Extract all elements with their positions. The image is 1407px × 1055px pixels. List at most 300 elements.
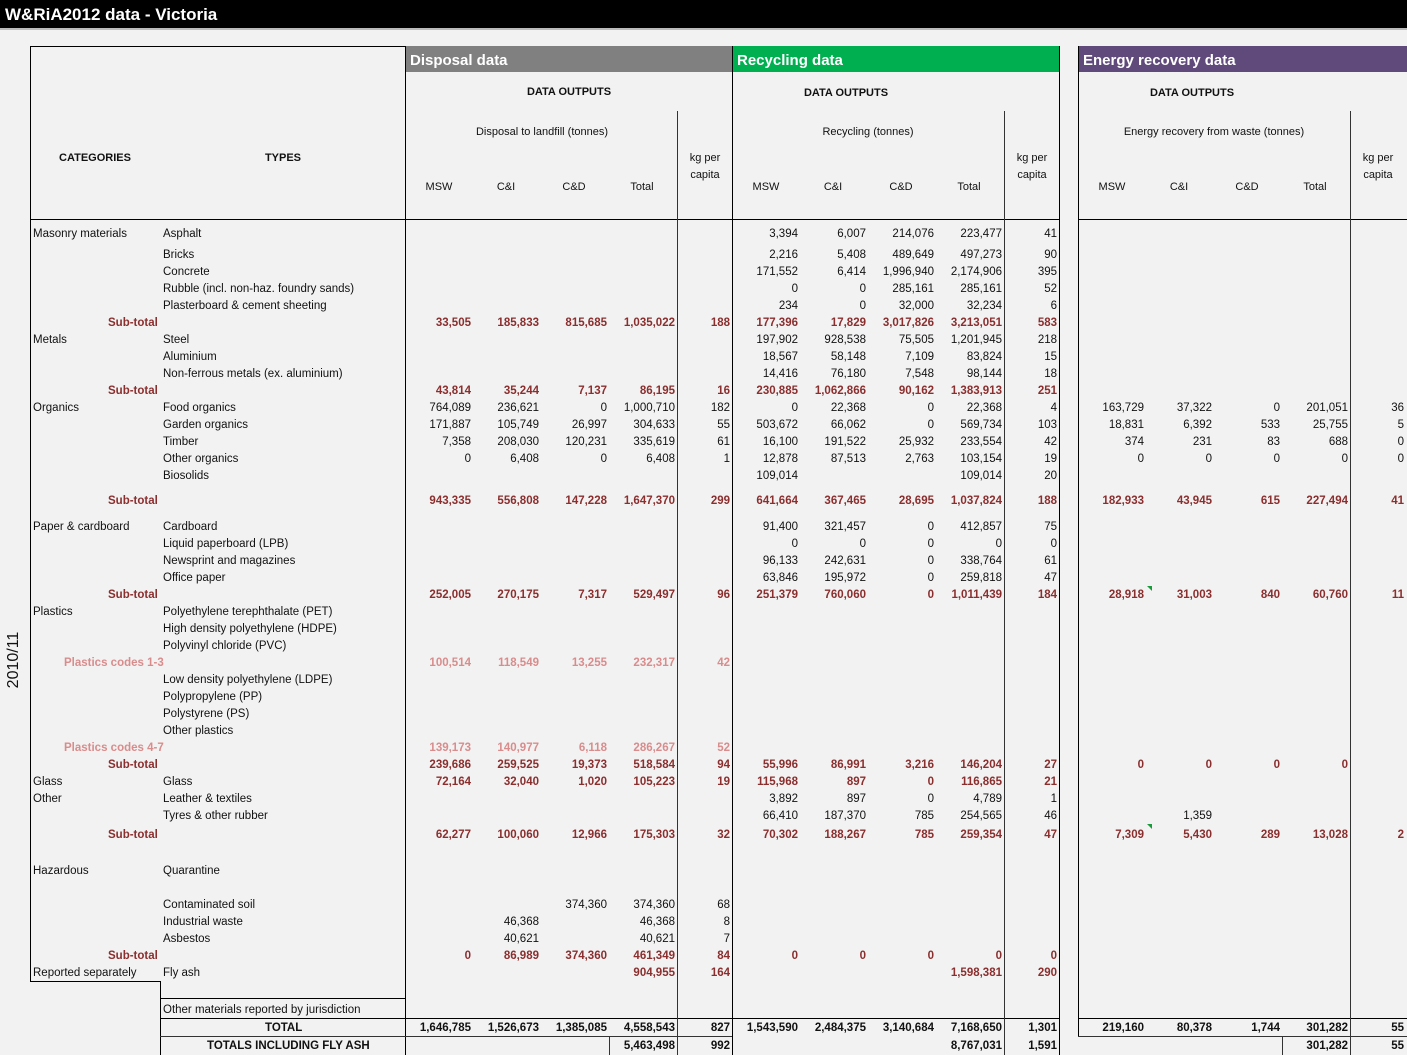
table-cell: 163,729 xyxy=(1102,402,1144,414)
table-cell: 32,040 xyxy=(503,776,539,788)
table-cell: 335,619 xyxy=(633,436,675,448)
table-cell: 63,846 xyxy=(762,572,798,584)
table-cell: 8,767,031 xyxy=(950,1040,1002,1052)
table-cell: 1,000,710 xyxy=(623,402,675,414)
table-cell: 171,887 xyxy=(429,419,471,431)
table-cell: 13,028 xyxy=(1312,829,1348,841)
table-cell: 6 xyxy=(1050,300,1057,312)
table-cell: 0 xyxy=(1273,453,1280,465)
table-cell: 233,554 xyxy=(960,436,1002,448)
table-cell: 6,392 xyxy=(1183,419,1212,431)
grid-hline xyxy=(609,1036,732,1037)
recycling-subheader: Recycling (tonnes) xyxy=(822,126,914,138)
table-cell: 290 xyxy=(1037,967,1057,979)
type-label: Asbestos xyxy=(163,933,211,945)
table-cell: 6,118 xyxy=(578,742,607,754)
table-cell: 7,548 xyxy=(905,368,934,380)
table-cell: 234 xyxy=(778,300,798,312)
table-cell: 7,317 xyxy=(578,589,607,601)
table-cell: 25,755 xyxy=(1312,419,1348,431)
table-cell: 83,824 xyxy=(966,351,1002,363)
type-label: Rubble (incl. non-haz. foundry sands) xyxy=(163,283,355,295)
table-cell: 0 xyxy=(464,950,471,962)
row-label: Sub-total xyxy=(108,385,158,397)
table-cell: 904,955 xyxy=(633,967,675,979)
table-cell: 259,525 xyxy=(497,759,539,771)
table-cell: 62,277 xyxy=(435,829,471,841)
table-cell: 17,829 xyxy=(830,317,866,329)
table-cell: 251 xyxy=(1037,385,1057,397)
table-cell: 191,522 xyxy=(824,436,866,448)
table-cell: 90 xyxy=(1044,249,1057,261)
table-cell: 208,030 xyxy=(497,436,539,448)
table-cell: 3,892 xyxy=(769,793,798,805)
table-cell: 115,968 xyxy=(757,776,798,788)
type-label: Biosolids xyxy=(163,470,210,482)
table-cell: 0 xyxy=(1341,453,1348,465)
energy-col-header: MSW xyxy=(1098,181,1126,193)
type-label: Fly ash xyxy=(163,967,201,979)
table-cell: 1,062,866 xyxy=(814,385,866,397)
type-label: Quarantine xyxy=(163,865,220,877)
table-cell: 338,764 xyxy=(960,555,1002,567)
table-cell: 367,465 xyxy=(824,495,866,507)
table-cell: 0 xyxy=(995,950,1002,962)
table-cell: 76,180 xyxy=(830,368,866,380)
type-label: Bricks xyxy=(163,249,195,261)
disposal-col-header: MSW xyxy=(425,181,453,193)
table-cell: 100,514 xyxy=(429,657,471,669)
table-cell: 43,814 xyxy=(435,385,471,397)
energy-subheader: Energy recovery from waste (tonnes) xyxy=(1123,126,1305,138)
table-cell: 201,051 xyxy=(1306,402,1348,414)
type-label: Polyvinyl chloride (PVC) xyxy=(163,640,287,652)
table-cell: 1,301 xyxy=(1028,1022,1057,1034)
table-cell: 19 xyxy=(1044,453,1057,465)
table-cell: 40,621 xyxy=(503,933,539,945)
type-label: Other plastics xyxy=(163,725,234,737)
type-label: Non-ferrous metals (ex. aluminium) xyxy=(163,368,343,380)
table-cell: 0 xyxy=(859,300,866,312)
table-cell: 43,945 xyxy=(1176,495,1212,507)
table-cell: 98,144 xyxy=(966,368,1002,380)
table-cell: 230,885 xyxy=(756,385,798,397)
category-label: Organics xyxy=(33,402,80,414)
table-cell: 0 xyxy=(791,538,798,550)
grid-vline xyxy=(732,46,733,1055)
table-cell: 299 xyxy=(710,495,730,507)
table-cell: 7,168,650 xyxy=(950,1022,1002,1034)
row-label: Sub-total xyxy=(108,829,158,841)
table-cell: 47 xyxy=(1044,829,1057,841)
grid-vline xyxy=(609,1036,610,1055)
table-cell: 16,100 xyxy=(762,436,798,448)
table-cell: 188 xyxy=(710,317,730,329)
table-cell: 72,164 xyxy=(435,776,471,788)
table-cell: 6,408 xyxy=(510,453,539,465)
table-cell: 1,598,381 xyxy=(950,967,1002,979)
table-cell: 897 xyxy=(846,776,866,788)
table-cell: 47 xyxy=(1044,572,1057,584)
table-cell: 412,857 xyxy=(960,521,1002,533)
disposal-col-header: Total xyxy=(630,181,654,193)
grid-vline xyxy=(1078,46,1079,1037)
table-cell: 195,972 xyxy=(824,572,866,584)
table-cell: 0 xyxy=(927,419,934,431)
type-label: Cardboard xyxy=(163,521,218,533)
table-cell: 22,368 xyxy=(830,402,866,414)
categories-header: CATEGORIES xyxy=(59,152,131,164)
table-cell: 2,484,375 xyxy=(814,1022,866,1034)
table-cell: 118,549 xyxy=(498,657,539,669)
disposal-data-outputs: DATA OUTPUTS xyxy=(526,86,612,98)
table-cell: 20 xyxy=(1044,470,1057,482)
table-cell: 395 xyxy=(1037,266,1057,278)
table-cell: 301,282 xyxy=(1306,1040,1348,1052)
category-label: Masonry materials xyxy=(33,228,127,240)
table-cell: 28,695 xyxy=(898,495,934,507)
table-cell: 764,089 xyxy=(429,402,471,414)
energy-kg-header: kg per xyxy=(1362,152,1394,164)
grid-hline xyxy=(1078,1018,1407,1019)
table-cell: 42 xyxy=(717,657,730,669)
type-label: Food organics xyxy=(163,402,236,414)
recycling-col-header: MSW xyxy=(752,181,780,193)
table-cell: 5,430 xyxy=(1183,829,1212,841)
table-cell: 1,035,022 xyxy=(623,317,675,329)
category-label: Paper & cardboard xyxy=(33,521,130,533)
table-cell: 188,267 xyxy=(824,829,866,841)
table-cell: 301,282 xyxy=(1306,1022,1348,1034)
type-label: Contaminated soil xyxy=(163,899,256,911)
table-cell: 7,137 xyxy=(578,385,607,397)
table-cell: 827 xyxy=(710,1022,730,1034)
disposal-kg-header: capita xyxy=(690,169,720,181)
table-cell: 6,414 xyxy=(837,266,866,278)
table-cell: 147,228 xyxy=(565,495,607,507)
table-cell: 218 xyxy=(1037,334,1057,346)
table-cell: 1,647,370 xyxy=(623,495,675,507)
table-cell: 32,234 xyxy=(966,300,1002,312)
table-cell: 0 xyxy=(995,538,1002,550)
table-cell: 46,368 xyxy=(503,916,539,928)
table-cell: 1,591 xyxy=(1028,1040,1057,1052)
table-cell: 55,996 xyxy=(762,759,798,771)
category-label: Metals xyxy=(33,334,67,346)
table-cell: 61 xyxy=(717,436,730,448)
table-cell: 615 xyxy=(1260,495,1280,507)
table-cell: 52 xyxy=(717,742,730,754)
table-cell: 21 xyxy=(1044,776,1057,788)
grid-vline xyxy=(1059,46,1060,1055)
grid-hline xyxy=(1078,1036,1407,1037)
table-cell: 2,763 xyxy=(905,453,934,465)
table-cell: 55 xyxy=(1391,1040,1404,1052)
table-cell: 285,161 xyxy=(960,283,1002,295)
table-cell: 223,477 xyxy=(960,228,1002,240)
table-cell: 0 xyxy=(927,555,934,567)
table-cell: 2,174,906 xyxy=(950,266,1002,278)
category-label: Other xyxy=(33,793,62,805)
row-label: Sub-total xyxy=(108,759,158,771)
table-cell: 68 xyxy=(717,899,730,911)
row-label: Plastics codes 4-7 xyxy=(64,742,164,754)
table-cell: 214,076 xyxy=(892,228,934,240)
table-cell: 8 xyxy=(723,916,730,928)
table-cell: 928,538 xyxy=(824,334,866,346)
grid-vline xyxy=(1004,111,1005,1055)
table-cell: 4,789 xyxy=(973,793,1002,805)
table-cell: 4,558,543 xyxy=(623,1022,675,1034)
table-cell: 11 xyxy=(1391,589,1404,601)
table-cell: 1,201,945 xyxy=(950,334,1002,346)
table-cell: 55 xyxy=(1391,1022,1404,1034)
table-cell: 18,831 xyxy=(1108,419,1144,431)
table-cell: 171,552 xyxy=(756,266,798,278)
grid-vline xyxy=(677,111,678,1055)
table-cell: 6,408 xyxy=(646,453,675,465)
table-cell: 3,213,051 xyxy=(950,317,1002,329)
row-label: TOTALS INCLUDING FLY ASH xyxy=(207,1040,370,1052)
energy-data-outputs: DATA OUTPUTS xyxy=(1149,87,1235,99)
table-cell: 242,631 xyxy=(824,555,866,567)
table-cell: 1 xyxy=(1050,793,1057,805)
grid-hline xyxy=(160,998,406,999)
table-cell: 109,014 xyxy=(756,470,798,482)
type-label: Polyethylene terephthalate (PET) xyxy=(163,606,333,618)
recycling-kg-header: kg per xyxy=(1016,152,1048,164)
table-cell: 35,244 xyxy=(503,385,539,397)
table-cell: 7,358 xyxy=(442,436,471,448)
table-cell: 182,933 xyxy=(1102,495,1144,507)
table-cell: 304,633 xyxy=(633,419,675,431)
table-cell: 84 xyxy=(717,950,730,962)
table-cell: 18,567 xyxy=(762,351,798,363)
type-label: Plasterboard & cement sheeting xyxy=(163,300,327,312)
table-cell: 374 xyxy=(1124,436,1144,448)
table-cell: 374,360 xyxy=(565,899,607,911)
table-cell: 66,062 xyxy=(830,419,866,431)
table-cell: 1,744 xyxy=(1251,1022,1280,1034)
table-cell: 1,526,673 xyxy=(487,1022,539,1034)
table-cell: 0 xyxy=(1273,759,1280,771)
table-cell: 27 xyxy=(1044,759,1057,771)
energy-kg-header: capita xyxy=(1363,169,1393,181)
type-label: Steel xyxy=(163,334,190,346)
table-cell: 840 xyxy=(1260,589,1280,601)
table-cell: 103 xyxy=(1037,419,1057,431)
table-cell: 86,989 xyxy=(503,950,539,962)
type-label: Other organics xyxy=(163,453,239,465)
table-cell: 556,808 xyxy=(497,495,539,507)
table-cell: 2 xyxy=(1397,829,1404,841)
table-cell: 251,379 xyxy=(756,589,798,601)
table-cell: 992 xyxy=(710,1040,730,1052)
recycling-col-header: C&D xyxy=(889,181,913,193)
table-cell: 259,354 xyxy=(960,829,1002,841)
table-cell: 252,005 xyxy=(429,589,471,601)
type-label: Office paper xyxy=(163,572,226,584)
table-cell: 86,195 xyxy=(639,385,675,397)
table-cell: 40,621 xyxy=(639,933,675,945)
table-cell: 66,410 xyxy=(762,810,798,822)
table-cell: 760,060 xyxy=(824,589,866,601)
table-cell: 0 xyxy=(464,453,471,465)
disposal-col-header: C&I xyxy=(496,181,516,193)
grid-vline xyxy=(1282,1036,1283,1055)
table-cell: 164 xyxy=(710,967,730,979)
grid-hline xyxy=(30,46,406,47)
table-cell: 518,584 xyxy=(633,759,675,771)
type-label: Concrete xyxy=(163,266,210,278)
recycling-col-header: C&I xyxy=(823,181,843,193)
table-cell: 26,997 xyxy=(571,419,607,431)
table-cell: 197,902 xyxy=(756,334,798,346)
table-cell: 0 xyxy=(1205,453,1212,465)
table-cell: 182 xyxy=(710,402,730,414)
table-cell: 5,408 xyxy=(837,249,866,261)
category-label: Plastics xyxy=(33,606,73,618)
table-cell: 785 xyxy=(914,810,934,822)
table-cell: 146,204 xyxy=(960,759,1002,771)
table-cell: 75 xyxy=(1044,521,1057,533)
table-cell: 70,302 xyxy=(762,829,798,841)
table-cell: 1,011,439 xyxy=(951,589,1002,601)
table-cell: 100,060 xyxy=(497,829,539,841)
table-cell: 219,160 xyxy=(1102,1022,1144,1034)
table-cell: 94 xyxy=(717,759,730,771)
row-label: Sub-total xyxy=(108,317,158,329)
table-cell: 42 xyxy=(1044,436,1057,448)
table-cell: 188 xyxy=(1037,495,1057,507)
table-cell: 0 xyxy=(859,950,866,962)
table-cell: 91,400 xyxy=(762,521,798,533)
table-cell: 15 xyxy=(1044,351,1057,363)
comment-marker xyxy=(1147,586,1152,591)
table-cell: 61 xyxy=(1044,555,1057,567)
table-cell: 0 xyxy=(927,402,934,414)
table-cell: 3,140,684 xyxy=(882,1022,934,1034)
table-cell: 75,505 xyxy=(898,334,934,346)
table-cell: 60,760 xyxy=(1312,589,1348,601)
table-cell: 270,175 xyxy=(497,589,539,601)
table-cell: 12,966 xyxy=(571,829,607,841)
table-cell: 569,734 xyxy=(960,419,1002,431)
table-cell: 28,918 xyxy=(1108,589,1144,601)
table-cell: 32,000 xyxy=(898,300,934,312)
table-cell: 286,267 xyxy=(633,742,675,754)
table-cell: 105,223 xyxy=(633,776,675,788)
table-cell: 0 xyxy=(927,572,934,584)
table-cell: 7,109 xyxy=(905,351,934,363)
table-cell: 33,505 xyxy=(435,317,471,329)
table-cell: 374,360 xyxy=(633,899,675,911)
table-cell: 529,497 xyxy=(633,589,675,601)
type-label: High density polyethylene (HDPE) xyxy=(163,623,337,635)
table-cell: 58,148 xyxy=(830,351,866,363)
table-cell: 116,865 xyxy=(961,776,1002,788)
table-cell: 533 xyxy=(1260,419,1280,431)
table-cell: 3,017,826 xyxy=(882,317,934,329)
table-cell: 5 xyxy=(1397,419,1404,431)
table-cell: 489,649 xyxy=(892,249,934,261)
table-cell: 236,621 xyxy=(497,402,539,414)
table-cell: 139,173 xyxy=(429,742,471,754)
grid-vline xyxy=(405,46,406,1000)
table-cell: 0 xyxy=(927,589,934,601)
table-cell: 583 xyxy=(1037,317,1057,329)
table-cell: 0 xyxy=(927,521,934,533)
table-cell: 109,014 xyxy=(960,470,1002,482)
table-cell: 0 xyxy=(1397,453,1404,465)
type-label: Asphalt xyxy=(163,228,202,240)
type-label: Leather & textiles xyxy=(163,793,252,805)
type-label: Aluminium xyxy=(163,351,217,363)
table-cell: 25,932 xyxy=(898,436,934,448)
table-cell: 185,833 xyxy=(497,317,539,329)
year-label: 2010/11 xyxy=(5,631,22,689)
grid-hline xyxy=(30,981,160,982)
window-title: W&RiA2012 data - Victoria xyxy=(0,0,1407,30)
table-cell: 1,359 xyxy=(1183,810,1212,822)
recycling-col-header: Total xyxy=(957,181,981,193)
table-cell: 0 xyxy=(1050,538,1057,550)
table-cell: 83 xyxy=(1267,436,1280,448)
table-cell: 374,360 xyxy=(565,950,607,962)
table-cell: 0 xyxy=(1273,402,1280,414)
table-cell: 0 xyxy=(927,776,934,788)
table-cell: 785 xyxy=(914,829,934,841)
table-cell: 0 xyxy=(600,402,607,414)
table-cell: 1,543,590 xyxy=(746,1022,798,1034)
type-label: Polypropylene (PP) xyxy=(163,691,263,703)
table-cell: 0 xyxy=(927,950,934,962)
table-cell: 1,646,785 xyxy=(419,1022,471,1034)
table-cell: 14,416 xyxy=(762,368,798,380)
row-label: TOTAL xyxy=(265,1022,303,1034)
table-cell: 289 xyxy=(1260,829,1280,841)
grid-vline xyxy=(405,1000,406,1055)
table-cell: 7 xyxy=(723,933,730,945)
table-cell: 19,373 xyxy=(571,759,607,771)
table-cell: 0 xyxy=(791,402,798,414)
table-cell: 254,565 xyxy=(960,810,1002,822)
table-cell: 1,020 xyxy=(578,776,607,788)
energy-col-header: C&I xyxy=(1169,181,1189,193)
table-cell: 285,161 xyxy=(892,283,934,295)
table-cell: 641,664 xyxy=(756,495,798,507)
table-cell: 503,672 xyxy=(756,419,798,431)
disposal-subheader: Disposal to landfill (tonnes) xyxy=(475,126,609,138)
table-cell: 0 xyxy=(927,793,934,805)
table-cell: 1,037,824 xyxy=(950,495,1002,507)
table-cell: 4 xyxy=(1050,402,1057,414)
table-cell: 0 xyxy=(791,283,798,295)
table-cell: 16 xyxy=(717,385,730,397)
table-cell: 5,463,498 xyxy=(623,1040,675,1052)
grid-hline xyxy=(30,219,1059,220)
table-cell: 177,396 xyxy=(756,317,798,329)
type-label: Timber xyxy=(163,436,199,448)
table-cell: 0 xyxy=(1137,453,1144,465)
table-cell: 0 xyxy=(1341,759,1348,771)
row-label: Sub-total xyxy=(108,495,158,507)
table-cell: 175,303 xyxy=(633,829,675,841)
table-cell: 943,335 xyxy=(429,495,471,507)
recycling-data-outputs: DATA OUTPUTS xyxy=(803,87,889,99)
grid-vline xyxy=(1350,111,1351,1055)
table-cell: 1,996,940 xyxy=(882,266,934,278)
